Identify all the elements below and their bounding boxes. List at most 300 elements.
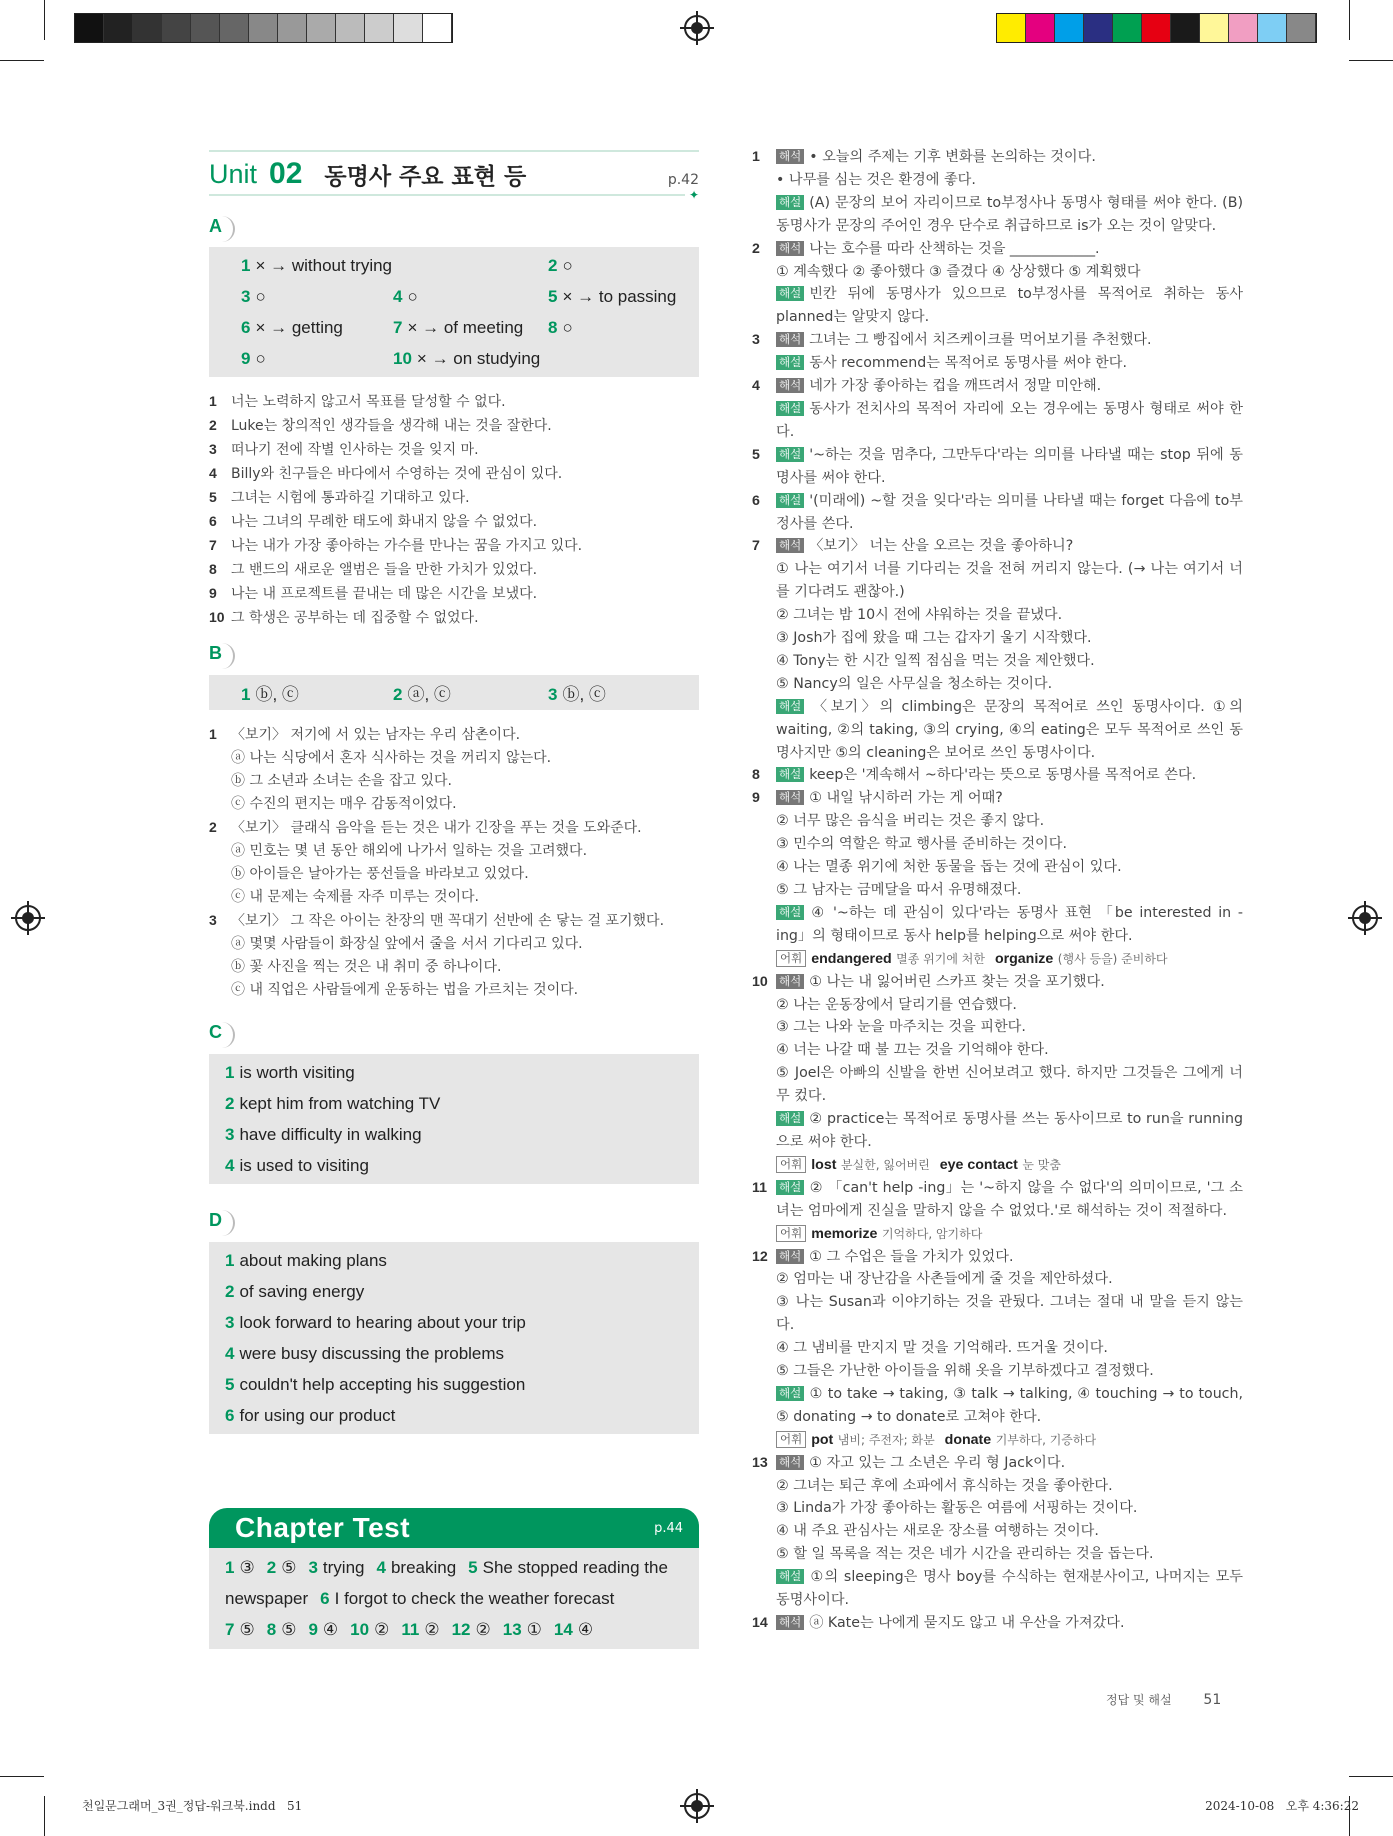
section-a-label: A	[209, 216, 235, 242]
explanation-line	[776, 604, 1243, 627]
explanation-line	[776, 329, 1243, 352]
answer-item	[548, 256, 573, 276]
answer-row	[225, 250, 683, 281]
line-text: (A) 문장의 보어 자리이므로 to부정사나 동명사 형태를 써야 한다. (B) 동명사가 문장의 주어인 경우 단수로 취급하므로 is가 오는 것이 알맞다.	[776, 194, 1243, 234]
explanation-item	[752, 490, 1243, 536]
explanation-line	[776, 1452, 1243, 1475]
item-number: 14	[752, 1615, 768, 1631]
line-text: ② 그녀는 퇴근 후에 소파에서 휴식하는 것을 좋아한다.	[776, 1477, 1113, 1494]
color-swatch	[1287, 14, 1316, 42]
translation-line	[209, 816, 699, 840]
answer-item	[548, 680, 606, 705]
explanation-line	[776, 627, 1243, 650]
vocab-word: donate	[944, 1431, 992, 1448]
section-c-label: C	[209, 1022, 235, 1048]
answer-item	[393, 287, 418, 307]
answer-text: ⑤	[281, 1620, 297, 1639]
item-body	[776, 1246, 1243, 1452]
item-number: 3	[752, 332, 760, 349]
chapter-test-answer	[225, 1558, 255, 1577]
answer-number: 8	[548, 317, 558, 337]
explanation-line	[776, 810, 1243, 833]
answer-number: 12	[451, 1620, 471, 1639]
answer-number: 10	[393, 348, 412, 368]
answer-row	[225, 1119, 683, 1150]
gray-swatch	[307, 14, 336, 42]
item-body	[776, 238, 1243, 330]
chapter-test-answer	[503, 1620, 542, 1639]
translation-line	[209, 438, 699, 462]
trim-mark	[44, 0, 45, 40]
answer-number: 13	[502, 1620, 522, 1639]
answer-item	[393, 318, 523, 338]
translation-line	[209, 886, 699, 909]
line-number: 2	[209, 417, 217, 433]
line-text: ⑤ Nancy의 일은 사무실을 청소하는 것이다.	[776, 675, 1053, 692]
page-number: 51	[1203, 1692, 1222, 1708]
answer-number: 9	[241, 348, 251, 368]
answer-text: ○	[562, 317, 573, 337]
answer-row	[225, 1276, 683, 1307]
translation-tag: 해석	[776, 1249, 804, 1264]
explanation-item	[752, 764, 1243, 787]
section-c-answers	[209, 1054, 699, 1184]
translation-line	[209, 723, 699, 747]
line-text: 너는 노력하지 않고서 목표를 달성할 수 없다.	[231, 394, 506, 410]
section-b-answers	[209, 675, 699, 710]
chapter-test-page-ref: p.44	[654, 1520, 683, 1536]
item-body	[776, 146, 1243, 238]
explanation-line	[776, 535, 1243, 558]
answer-text: is worth visiting	[239, 1062, 355, 1082]
vocabulary-tag: 어휘	[776, 950, 806, 967]
line-text: Luke는 창의적인 생각들을 생각해 내는 것을 잘한다.	[231, 418, 552, 434]
line-text: 나는 내가 가장 좋아하는 가수를 만나는 꿈을 가지고 있다.	[231, 538, 583, 554]
section-d-answers	[209, 1242, 699, 1434]
explanation-line	[776, 1039, 1243, 1062]
vocab-word: organize	[994, 950, 1054, 967]
chapter-test-answer	[308, 1558, 364, 1577]
answer-number: 10	[350, 1620, 370, 1639]
answer-row	[225, 1088, 683, 1119]
line-text: 〈보기〉 그 작은 아이는 찬장의 맨 꼭대기 선반에 손 닿는 걸 포기했다.	[231, 913, 665, 929]
answer-number: 7	[393, 317, 403, 337]
item-number: 6	[752, 492, 760, 509]
translation-line	[209, 462, 699, 486]
explanation-line	[776, 1475, 1243, 1498]
registration-mark-icon	[684, 1793, 710, 1819]
item-number: 13	[752, 1454, 768, 1471]
line-number: 10	[209, 609, 225, 625]
chapter-test-answer	[308, 1620, 338, 1639]
translation-line	[209, 414, 699, 438]
answer-number: 4	[393, 286, 403, 306]
explanation-item	[752, 1246, 1243, 1452]
gray-swatch	[104, 14, 133, 42]
answer-row	[225, 1245, 683, 1276]
explanation-item	[752, 971, 1243, 1177]
answer-text: ○	[562, 255, 573, 275]
explanation-item	[752, 787, 1243, 970]
explanation-line	[776, 444, 1243, 490]
chapter-test-answer	[350, 1620, 389, 1639]
line-text: ④ 내 주요 관심사는 새로운 장소를 여행하는 것이다.	[776, 1523, 1099, 1540]
vocab-meaning: 분실한, 잃어버린	[840, 1157, 930, 1172]
answer-text: ⓑ, ⓒ	[255, 685, 299, 704]
item-body	[776, 1177, 1243, 1246]
answer-text: ⓐ, ⓒ	[407, 685, 451, 704]
vocab-meaning: 눈 맞춤	[1022, 1157, 1061, 1172]
explanation-item	[752, 1177, 1243, 1246]
answer-text: ○	[255, 348, 266, 368]
answer-text: × → getting	[255, 317, 343, 337]
line-text: ④ 나는 멸종 위기에 처한 동물을 돕는 것에 관심이 있다.	[776, 859, 1122, 876]
translation-tag: 해석	[776, 378, 804, 393]
line-text: ⓑ 꽃 사진을 찍는 것은 내 취미 중 하나이다.	[231, 959, 502, 975]
translation-line	[209, 770, 699, 793]
answer-row	[225, 1307, 683, 1338]
registration-mark-icon	[1352, 905, 1378, 931]
line-text: ⓒ 수진의 편지는 매우 감동적이었다.	[231, 796, 457, 812]
line-text: ③ Linda가 가장 좋아하는 활동은 여름에 서핑하는 것이다.	[776, 1500, 1138, 1517]
answer-number: 1	[241, 685, 251, 704]
answer-text: ⑤	[281, 1558, 297, 1577]
explanation-line	[776, 558, 1243, 604]
section-a-translations	[209, 390, 699, 630]
explanation-line	[776, 169, 1243, 192]
line-text: ⓒ 내 직업은 사람들에게 운동하는 법을 가르치는 것이다.	[231, 982, 579, 998]
trim-mark	[0, 1776, 44, 1777]
answer-number: 4	[376, 1558, 386, 1577]
item-body	[776, 490, 1243, 536]
answer-number: 2	[225, 1281, 235, 1301]
explanation-line	[776, 1108, 1243, 1154]
line-text: '(미래에) ~할 것을 잊다'라는 의미를 나타낼 때는 forget 다음에 to부정사를 쓴다.	[776, 492, 1243, 532]
line-text: ② 너무 많은 음식을 버리는 것은 좋지 않다.	[776, 813, 1045, 830]
line-text: 그녀는 그 빵집에서 치즈케이크를 먹어보기를 추천했다.	[809, 332, 1152, 349]
answer-text: look forward to hearing about your trip	[239, 1312, 526, 1332]
answer-number: 2	[266, 1558, 277, 1577]
line-text: ⓐ 나는 식당에서 혼자 식사하는 것을 꺼리지 않는다.	[231, 750, 552, 766]
line-text: ① 나는 여기서 너를 기다리는 것을 전혀 꺼리지 않는다. (→ 나는 여기서 너를 기다려도 괜찮아.)	[776, 561, 1243, 601]
line-text: ② 엄마는 내 장난감을 사촌들에게 줄 것을 제안하셨다.	[776, 1271, 1113, 1288]
footer-section: 정답 및 해설	[1106, 1693, 1172, 1707]
chapter-test-answer	[225, 1620, 255, 1639]
explanation-line	[776, 673, 1243, 696]
line-text: ⓐ 민호는 몇 년 동안 해외에 나가서 일하는 것을 고려했다.	[231, 843, 588, 859]
line-number: 3	[209, 912, 217, 928]
explanation-tag: 해설	[776, 1569, 804, 1584]
line-text: ⑤ Joel은 아빠의 신발을 한번 신어보려고 했다. 하지만 그것들은 그에게 너무 컸다.	[776, 1065, 1243, 1105]
answer-number: 5	[548, 286, 558, 306]
translation-line	[209, 390, 699, 414]
line-text: ① 그 수업은 들을 가치가 있었다.	[809, 1248, 1014, 1265]
explanation-line	[776, 994, 1243, 1017]
grayscale-color-bar	[74, 13, 453, 43]
answer-item	[241, 349, 266, 369]
answer-text: ○	[407, 286, 418, 306]
answer-text: trying	[322, 1558, 365, 1577]
line-text: ⓑ 아이들은 날아가는 풍선들을 바라보고 있었다.	[231, 866, 529, 882]
line-text: 나는 호수를 따라 산책하는 것을 ____________.	[809, 240, 1100, 257]
chapter-test-answer	[267, 1558, 297, 1577]
explanation-tag: 해설	[776, 286, 804, 301]
answer-number: 1	[225, 1062, 235, 1082]
line-text: ⑤ 그들은 가난한 아이들을 위해 옷을 기부하겠다고 결정했다.	[776, 1363, 1154, 1380]
explanation-line	[776, 1383, 1243, 1429]
line-text: ② 나는 운동장에서 달리기를 연습했다.	[776, 996, 1017, 1013]
answer-text: × → on studying	[416, 348, 541, 368]
line-text: ③ 나는 Susan과 이야기하는 것을 관뒀다. 그녀는 절대 내 말을 듣지 않는다.	[776, 1294, 1243, 1334]
explanation-line	[776, 1612, 1243, 1635]
line-text: 떠나기 전에 작별 인사하는 것을 잊지 마.	[231, 442, 479, 458]
answer-number: 2	[225, 1093, 235, 1113]
line-number: 4	[209, 465, 217, 481]
translation-line	[209, 606, 699, 630]
vocab-meaning: 멸종 위기에 처한	[896, 951, 985, 966]
answer-number: 3	[241, 286, 251, 306]
gray-swatch	[423, 14, 452, 42]
line-number: 2	[209, 819, 217, 835]
line-number: 7	[209, 537, 217, 553]
line-text: • 나무를 심는 것은 환경에 좋다.	[776, 171, 976, 188]
answer-number: 2	[393, 685, 403, 704]
explanation-tag: 해설	[776, 1180, 804, 1195]
explanation-line	[776, 902, 1243, 948]
vocab-meaning: (행사 등을) 준비하다	[1057, 951, 1168, 966]
explanation-line	[776, 948, 1243, 971]
translation-line	[209, 534, 699, 558]
gray-swatch	[191, 14, 220, 42]
translation-line	[209, 956, 699, 979]
answer-item	[393, 680, 451, 705]
page-footer	[1106, 1691, 1221, 1708]
line-number: 1	[209, 393, 217, 409]
answer-row	[225, 1338, 683, 1369]
answer-item	[548, 318, 573, 338]
item-number: 11	[752, 1179, 767, 1196]
color-swatch	[1113, 14, 1142, 42]
item-number: 8	[752, 767, 760, 784]
line-text: ④ '~하는 데 관심이 있다'라는 동명사 표현 「be interested in -ing」의 형태이므로 동사 help를 helping으로 써야 한다.	[776, 904, 1243, 944]
answer-number: 5	[225, 1374, 235, 1394]
explanation-line	[776, 1429, 1243, 1452]
translation-tag: 해석	[776, 1455, 804, 1470]
item-number: 10	[752, 973, 768, 990]
color-swatch	[1055, 14, 1084, 42]
color-swatch	[1026, 14, 1055, 42]
explanation-line	[776, 1177, 1243, 1223]
chapter-test-answer	[452, 1620, 491, 1639]
line-number: 8	[209, 561, 217, 577]
answer-item	[241, 680, 299, 705]
page-ref: p.42	[667, 172, 699, 188]
translation-tag: 해석	[776, 332, 804, 347]
trim-mark	[1349, 0, 1350, 40]
line-text: 〈보기〉 너는 산을 오르는 것을 좋아하니?	[809, 538, 1074, 555]
line-text: ④ 너는 나갈 때 불 끄는 것을 기억해야 한다.	[776, 1042, 1049, 1059]
answer-number: 9	[308, 1620, 318, 1639]
answer-text: were busy discussing the problems	[239, 1343, 505, 1363]
translation-tag: 해석	[776, 1615, 804, 1630]
gray-swatch	[133, 14, 162, 42]
answer-text: × → without trying	[255, 255, 392, 275]
line-text: 네가 가장 좋아하는 컵을 깨뜨려서 정말 미안해.	[809, 378, 1102, 395]
answer-number: 5	[468, 1558, 478, 1577]
answer-row	[225, 1369, 683, 1400]
explanation-line	[776, 787, 1243, 810]
explanation-item	[752, 444, 1243, 490]
explanation-tag: 해설	[776, 447, 804, 462]
translation-line	[209, 558, 699, 582]
item-number: 5	[752, 446, 760, 463]
item-number: 12	[752, 1248, 768, 1265]
explanation-line	[776, 398, 1243, 444]
line-text: ③ 민수의 역할은 학교 행사를 준비하는 것이다.	[776, 836, 1067, 853]
trim-mark	[1349, 60, 1393, 61]
answer-number: 1	[225, 1250, 235, 1270]
item-body	[776, 535, 1243, 764]
explanation-line	[776, 1223, 1243, 1246]
gray-swatch	[249, 14, 278, 42]
vocab-word: lost	[811, 1156, 837, 1173]
explanation-line	[776, 833, 1243, 856]
explanation-line	[776, 696, 1243, 765]
answer-number: 1	[225, 1558, 235, 1577]
answer-text: for using our product	[239, 1405, 396, 1425]
explanation-tag: 해설	[776, 493, 804, 508]
item-body	[776, 1612, 1243, 1635]
answer-row	[225, 312, 683, 343]
item-body	[776, 787, 1243, 970]
answer-item	[241, 287, 266, 307]
line-number: 3	[209, 441, 217, 457]
file-slug: 천일문그래머_3권_정답-워크북.indd 51	[82, 1799, 303, 1813]
line-number: 5	[209, 489, 217, 505]
color-swatch	[1084, 14, 1113, 42]
line-number: 9	[209, 585, 217, 601]
explanation-line	[776, 764, 1243, 787]
explanation-line	[776, 856, 1243, 879]
item-number: 4	[752, 378, 760, 395]
answer-text: couldn't help accepting his suggestion	[239, 1374, 526, 1394]
item-number: 1	[752, 149, 760, 165]
explanation-line	[776, 261, 1243, 284]
explanation-line	[776, 192, 1243, 238]
vocabulary-tag: 어휘	[776, 1156, 806, 1173]
chapter-test-answer	[376, 1558, 456, 1577]
section-b-translations	[209, 723, 699, 1002]
answer-text: about making plans	[239, 1250, 387, 1270]
answer-number: 11	[401, 1620, 420, 1639]
answer-item	[241, 318, 343, 338]
answer-text: of saving energy	[239, 1281, 365, 1301]
trim-mark	[0, 60, 44, 61]
explanation-line	[776, 1337, 1243, 1360]
answer-number: 6	[225, 1405, 235, 1425]
line-text: ① to take → taking, ③ talk → talking, ④ touching → to touch, ⑤ donating → to donate로 고쳐야 한다.	[776, 1385, 1243, 1425]
vocabulary-tag: 어휘	[776, 1431, 806, 1448]
color-swatch	[1171, 14, 1200, 42]
translation-line	[209, 582, 699, 606]
explanation-tag: 해설	[776, 355, 804, 370]
explanation-item	[752, 1452, 1243, 1612]
answer-row	[225, 1150, 683, 1181]
translation-line	[209, 863, 699, 886]
chapter-test-answer	[320, 1589, 614, 1608]
line-text: 나는 내 프로젝트를 끝내는 데 많은 시간을 보냈다.	[231, 586, 538, 602]
answer-number: 6	[241, 317, 251, 337]
explanation-line	[776, 283, 1243, 329]
explanation-item	[752, 535, 1243, 764]
translation-tag: 해석	[776, 974, 804, 989]
line-text: ① 나는 내 잃어버린 스카프 찾는 것을 포기했다.	[809, 973, 1105, 990]
plus-icon: ✦	[688, 188, 699, 202]
explanation-line	[776, 971, 1243, 994]
line-text: 동사 recommend는 목적어로 동명사를 써야 한다.	[809, 355, 1127, 372]
trim-mark	[1349, 1776, 1393, 1777]
color-swatch	[1200, 14, 1229, 42]
explanation-line	[776, 1246, 1243, 1269]
item-number: 9	[752, 790, 760, 807]
answer-text: × → to passing	[562, 286, 677, 306]
line-text: ① 자고 있는 그 소년은 우리 형 Jack이다.	[809, 1454, 1066, 1471]
item-body	[776, 764, 1243, 787]
line-text: ⓑ 그 소년과 소녀는 손을 잡고 있다.	[231, 773, 452, 789]
answer-text: have difficulty in walking	[239, 1124, 422, 1144]
registration-mark-icon	[684, 15, 710, 41]
answer-number: 14	[553, 1620, 573, 1639]
answer-text: ○	[255, 286, 266, 306]
item-body	[776, 329, 1243, 375]
line-text: 나는 그녀의 무례한 태도에 화내지 않을 수 없었다.	[231, 514, 538, 530]
line-text: 빈칸 뒤에 동명사가 있으므로 to부정사를 목적어로 취하는 동사 planned는 알맞지 않다.	[776, 286, 1243, 326]
line-text: ② practice는 목적어로 동명사를 쓰는 동사이므로 to run을 running으로 써야 한다.	[776, 1111, 1243, 1150]
explanation-line	[776, 1291, 1243, 1337]
answer-text: ⑤	[239, 1620, 255, 1639]
answer-number: 3	[225, 1312, 235, 1332]
vocab-meaning: 기부하다, 기증하다	[995, 1432, 1097, 1447]
answer-text: is used to visiting	[239, 1155, 369, 1175]
gray-swatch	[220, 14, 249, 42]
answer-number: 7	[225, 1620, 235, 1639]
color-swatch	[997, 14, 1026, 42]
unit-header	[209, 150, 699, 202]
chapter-test-answer	[554, 1620, 593, 1639]
explanations-column	[752, 146, 1243, 1635]
explanation-item	[752, 1612, 1243, 1635]
explanation-line	[776, 879, 1243, 902]
line-text: ② 그녀는 밤 10시 전에 샤워하는 것을 끝냈다.	[776, 607, 1063, 624]
registration-mark-icon	[15, 905, 41, 931]
print-timestamp: 2024-10-08 오후 4:36:22	[1205, 1799, 1359, 1813]
translation-line	[209, 747, 699, 770]
item-body	[776, 971, 1243, 1177]
explanation-tag: 해설	[776, 401, 804, 416]
answer-item	[548, 287, 676, 307]
item-body	[776, 444, 1243, 490]
translation-line	[209, 909, 699, 933]
explanation-line	[776, 1062, 1243, 1108]
translation-line	[209, 840, 699, 863]
explanation-line	[776, 490, 1243, 536]
answer-text: ⓑ, ⓒ	[562, 685, 606, 704]
gray-swatch	[278, 14, 307, 42]
gray-swatch	[75, 14, 104, 42]
answer-item	[393, 349, 540, 369]
answer-text: ②	[374, 1620, 390, 1639]
line-text: 그 학생은 공부하는 데 집중할 수 없었다.	[231, 610, 479, 626]
